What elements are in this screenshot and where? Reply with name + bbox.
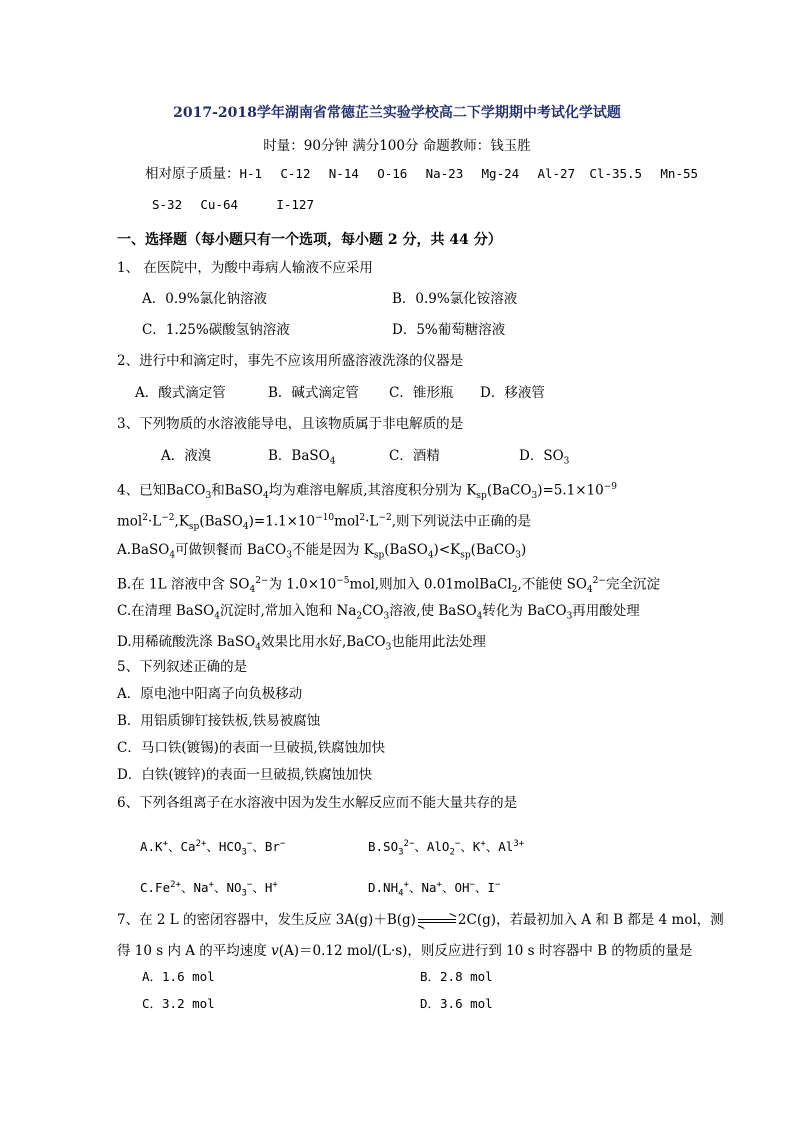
q2-option-c: C．锥形瓶 [389, 385, 454, 401]
atomic-mg: Mg-24 [481, 166, 520, 181]
atomic-al: Al-27 [537, 166, 576, 181]
q1-option-b: B．0.9%氯化铵溶液 [392, 291, 518, 307]
q4-stem-line-1: 4、已知BaCO$_3$和BaSO$_4$均为难溶电解质,其溶度积分别为 $K_{sp}(BaCO_3)=5.1\times 10^{-9}$ [117, 482, 618, 502]
q6-option-a: A.K+、$Ca^{2+}$、$HCO_3^-$、Br− [140, 839, 286, 858]
q7-stem-line-2: 得 10 s 内 A 的平均速度 v(A)＝0.12 mol/(L·s)，则反应进行到 10 s 时容器中 B 的物质的量是 [117, 943, 693, 959]
q5-option-c: C．马口铁(镀锡)的表面一旦破损,铁腐蚀加快 [117, 740, 386, 756]
q4-option-a: A.BaSO$_4$可做钡餐而 BaCO$_3$不能是因为 $K_{sp}(BaSO_4)<K_{sp}(BaCO_3)$ [117, 542, 527, 561]
q3-option-c: C．酒精 [389, 448, 440, 464]
atomic-o: O-16 [377, 166, 408, 181]
q4-stem-line-2: $mol^2\cdot L^{-2},K_{sp}(BaSO_4)=1.1\times 10^{-10}mol^2\cdot L^{-2}$,则下列说法中正确的是 [117, 513, 531, 533]
q7-option-c: C．3.2 mol [142, 996, 215, 1011]
q1-stem: 1、 在医院中，为酸中毒病人输液不应采用 [117, 260, 373, 276]
q3-option-d: D．$SO_3$ [519, 448, 570, 467]
atomic-s: S-32 [152, 197, 183, 212]
atomic-h: H-1 [239, 166, 263, 181]
q7-option-a: A．1.6 mol [142, 969, 215, 984]
q6-option-c: $C.Fe^{2+}$、Na+、$NO_3^-$、H+ [140, 880, 278, 899]
q5-option-a: A．原电池中阳离子向负极移动 [117, 686, 303, 702]
q7-stem-line-1: 7、在 2 L 的密闭容器中，发生反应 3A(g)＋B(g) 2C(g)，若最初加入 A 和 B 都是 4 mol，测 [117, 912, 724, 928]
atomic-cu: Cu-64 [200, 197, 239, 212]
atomic-mass-line-1 [145, 166, 698, 182]
q4-option-b: B.在 1L 溶液中含 $SO_4^{2-}$为 $1.0\times 10^{-5}mol$,则加入 0.01molBaCl$_2$,不能使 $SO_4^{2-}$完全沉淀 [117, 576, 660, 596]
q5-option-d: D．白铁(镀锌)的表面一旦破损,铁腐蚀加快 [117, 767, 373, 783]
atomic-na: Na-23 [425, 166, 464, 181]
q2-option-a: A．酸式滴定管 [135, 385, 226, 401]
atomic-cl: Cl-35.5 [589, 166, 643, 181]
q1-option-a: A．0.9%氯化钠溶液 [142, 291, 268, 307]
page-title: 2017-2018学年湖南省常德芷兰实验学校高二下学期期中考试化学试题 [173, 105, 621, 121]
atomic-c: C-12 [280, 166, 311, 181]
atomic-mass-label: 相对原子质量： [145, 166, 240, 182]
q6-stem: 6、下列各组离子在水溶液中因为发生水解反应而不能大量共存的是 [117, 795, 518, 811]
q3-stem: 3、下列物质的水溶液能导电，且该物质属于非电解质的是 [117, 416, 464, 432]
section-heading: 一、选择题（每小题只有一个选项，每小题 2 分，共 44 分） [117, 232, 502, 248]
q4-option-c: C.在清理 BaSO$_4$沉淀时,常加入饱和 $Na_2CO_3$溶液,使 BaSO$_4$转化为 BaCO$_3$再用酸处理 [117, 603, 640, 622]
q2-option-b: B．碱式滴定管 [268, 385, 359, 401]
q1-option-d: D．5%葡萄糖溶液 [392, 322, 506, 338]
equilibrium-arrow-icon [418, 916, 456, 926]
atomic-i: I-127 [276, 197, 314, 212]
q6-option-b: $B.SO_3^{2-}$、AlO$_2$−、K+、$Al^{3+}$ [368, 839, 525, 858]
q4-option-d: D.用稀硫酸洗涤 BaSO$_4$效果比用水好,BaCO$_3$也能用此法处理 [117, 634, 486, 653]
q1-option-c: C．1.25%碳酸氢钠溶液 [142, 322, 290, 338]
q5-stem: 5、下列叙述正确的是 [117, 659, 248, 675]
q7-option-b: B．2.8 mol [420, 969, 493, 984]
atomic-mass-line-2 [152, 197, 314, 213]
q3-option-a: A．液溴 [161, 448, 212, 464]
exam-info: 时量：90分钟 满分100分 命题教师：钱玉胜 [263, 138, 531, 154]
q2-stem: 2、进行中和滴定时，事先不应该用所盛溶液洗涤的仪器是 [117, 353, 464, 369]
atomic-n: N-14 [328, 166, 359, 181]
q5-option-b: B．用铝质铆钉接铁板,铁易被腐蚀 [117, 713, 321, 729]
q6-option-d: $D.NH_4^+$、Na+、OH−、I− [368, 880, 501, 899]
atomic-mn: Mn-55 [660, 166, 699, 181]
q2-option-d: D．移液管 [480, 385, 545, 401]
q7-option-d: D．3.6 mol [420, 996, 493, 1011]
q3-option-b: B．BaSO$_4$ [268, 448, 336, 467]
